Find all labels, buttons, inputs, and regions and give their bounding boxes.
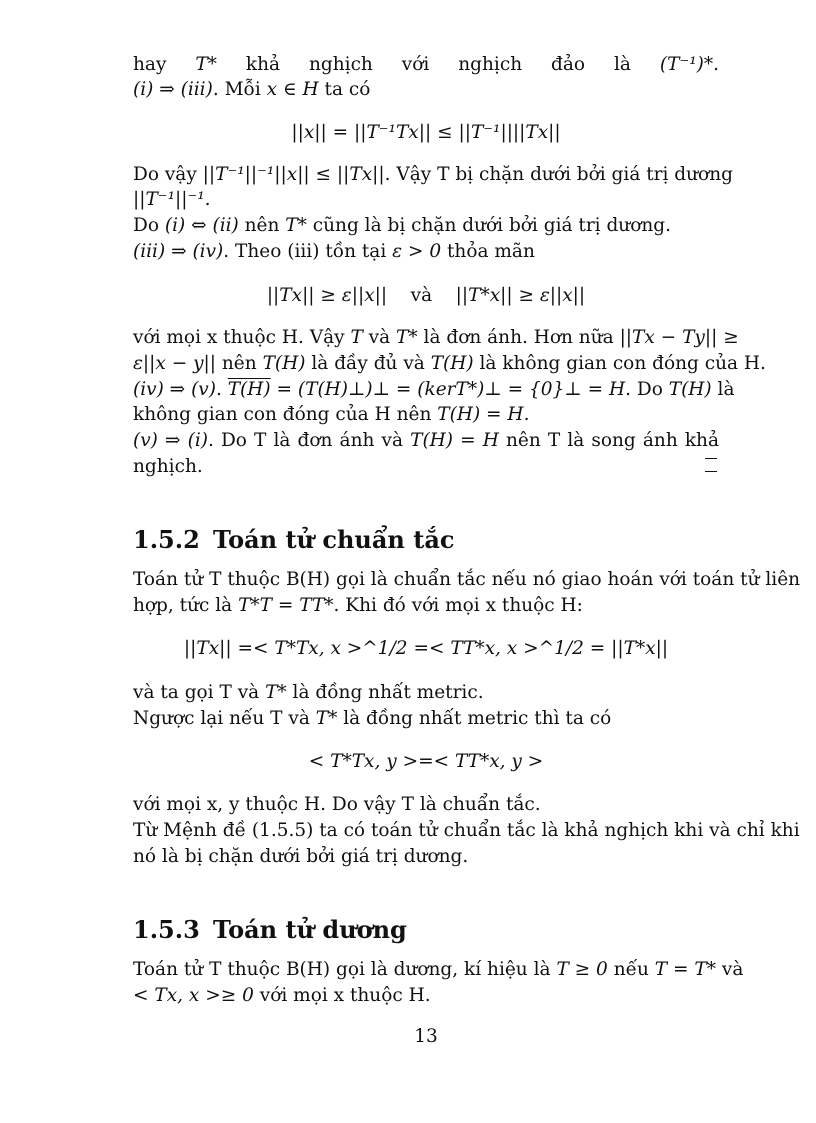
s152-line-4: Ngược lại nếu T và T* là đồng nhất metric thì ta có [133, 708, 612, 729]
equation-2: ||Tx|| ≥ ε||x|| và ||T*x|| ≥ ε||x|| [266, 285, 586, 306]
equation-1: ||x|| = ||T⁻¹Tx|| ≤ ||T⁻¹||||Tx|| [291, 122, 561, 143]
proof-line-5: ||T⁻¹||⁻¹. [133, 189, 211, 210]
s152-equation-1: ||Tx|| =< T*Tx, x >^1/2 =< TT*x, x >^1/2 = ||T*x|| [183, 638, 669, 659]
s152-line-1: Toán tử T thuộc B(H) gọi là chuẩn tắc nếu nó giao hoán với toán tử liên [133, 569, 801, 590]
s152-line-6: Từ Mệnh đề (1.5.5) ta có toán tử chuẩn tắc là khả nghịch khi và chỉ khi [133, 820, 800, 841]
proof-line-12: không gian con đóng của H nên T(H) = H. [133, 404, 530, 425]
section-heading-1-5-2: 1.5.2 Toán tử chuẩn tắc [133, 525, 455, 554]
proof-line-2: (i) ⇒ (iii). Mỗi x ∈ H ta có [133, 79, 371, 100]
qed-symbol [705, 458, 717, 472]
s152-line-3: và ta gọi T và T* là đồng nhất metric. [133, 682, 484, 703]
proof-line-13: (v) ⇒ (i). Do T là đơn ánh và T(H) = H nên T là song ánh khả [133, 430, 719, 451]
proof-line-14: nghịch. [133, 456, 203, 477]
proof-line-10: ε||x − y|| nên T(H) là đầy đủ và T(H) là không gian con đóng của H. [133, 353, 766, 374]
s153-line-1: Toán tử T thuộc B(H) gọi là dương, kí hiệu là T ≥ 0 nếu T = T* và [133, 959, 744, 980]
s152-line-7: nó là bị chặn dưới bởi giá trị dương. [133, 846, 469, 867]
proof-line-9: với mọi x thuộc H. Vậy T và T* là đơn ánh. Hơn nữa ||Tx − Ty|| ≥ [133, 327, 739, 348]
s152-line-2: hợp, tức là T*T = TT*. Khi đó với mọi x thuộc H: [133, 595, 583, 616]
s153-line-2: < Tx, x >≥ 0 với mọi x thuộc H. [133, 985, 431, 1006]
proof-line-7: (iii) ⇒ (iv). Theo (iii) tồn tại ε > 0 thỏa mãn [133, 241, 535, 262]
proof-line-4: Do vậy ||T⁻¹||⁻¹||x|| ≤ ||Tx||. Vậy T bị chặn dưới bởi giá trị dương [133, 164, 733, 185]
proof-line-6: Do (i) ⇔ (ii) nên T* cũng là bị chặn dưới bởi giá trị dương. [133, 215, 672, 236]
proof-line-11: (iv) ⇒ (v). T(H) = (T(H)⊥)⊥ = (kerT*)⊥ = {0}⊥ = H. Do T(H) là [133, 379, 735, 400]
page-number: 13 [414, 1026, 438, 1047]
section-heading-1-5-3: 1.5.3 Toán tử dương [133, 915, 407, 944]
s152-equation-2: < T*Tx, y >=< TT*x, y > [308, 751, 544, 772]
s152-line-5: với mọi x, y thuộc H. Do vậy T là chuẩn tắc. [133, 794, 541, 815]
proof-line-1: hay T* khả nghịch với nghịch đảo là (T⁻¹)*. [133, 54, 719, 75]
